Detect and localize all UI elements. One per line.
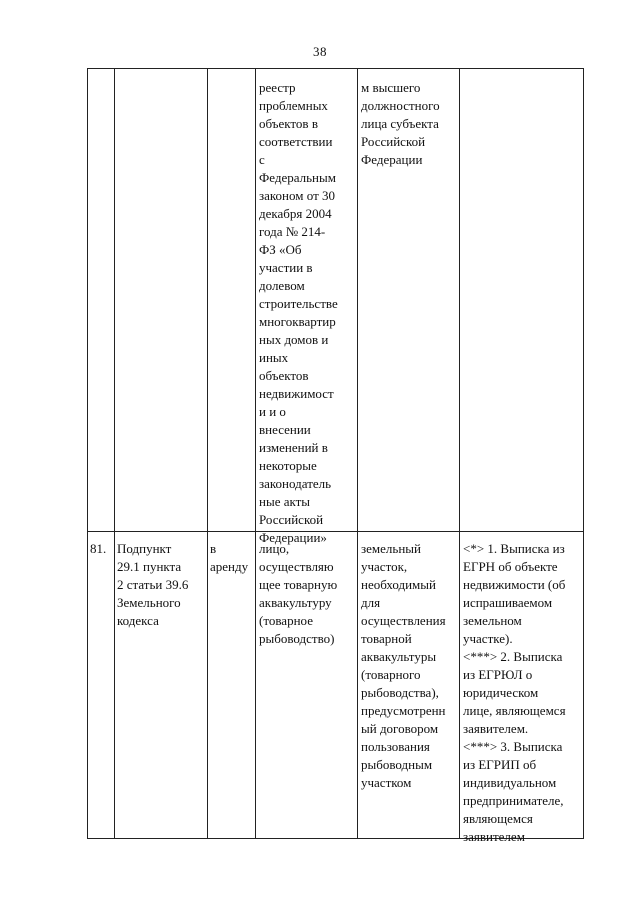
column-border [357,68,358,839]
row-81-number: 81. [90,541,107,556]
row-81-land-plot: земельный участок, необходимый для осуществления товарной аквакультуры (товарного рыбоводства), предусмотренн ый договором пользования рыбоводным участком [361,541,446,790]
column-border [255,68,256,839]
continued-row-applicant: реестр проблемных объектов в соответствии с Федеральным законом от 30 декабря 2004 года № 214- ФЗ «Об участии в долевом строительстве многоквартир ных домов и иных объектов недвижимост и и о внесении изменений в некоторые законодатель ные акты Российской Федерации» [259,80,338,545]
column-border [207,68,208,839]
row-81-documents: <*> 1. Выписка из ЕГРН об объекте недвижимости (об испрашиваемом земельном участке). <***> 2. Выписка из ЕГРЮЛ о юридическом лице, являющемся заявителем. <***> 3. Выписка из ЕГРИП об индивидуальном предпринимателе, являющемся заявителем [463,541,566,844]
column-border [114,68,115,839]
row-81-applicant: лицо, осуществляю щее товарную аквакультуру (товарное рыбоводство) [259,541,338,646]
continued-row-land-plot: м высшего должностного лица субъекта Российской Федерации [361,80,440,167]
page-number: 38 [313,44,327,59]
table-top-border [87,68,583,69]
column-border [87,68,88,839]
row-81-basis: Подпункт 29.1 пункта 2 статьи 39.6 Земельного кодекса [117,541,189,628]
column-border [459,68,460,839]
column-border [583,68,584,839]
row-81-right-type: в аренду [210,541,249,574]
